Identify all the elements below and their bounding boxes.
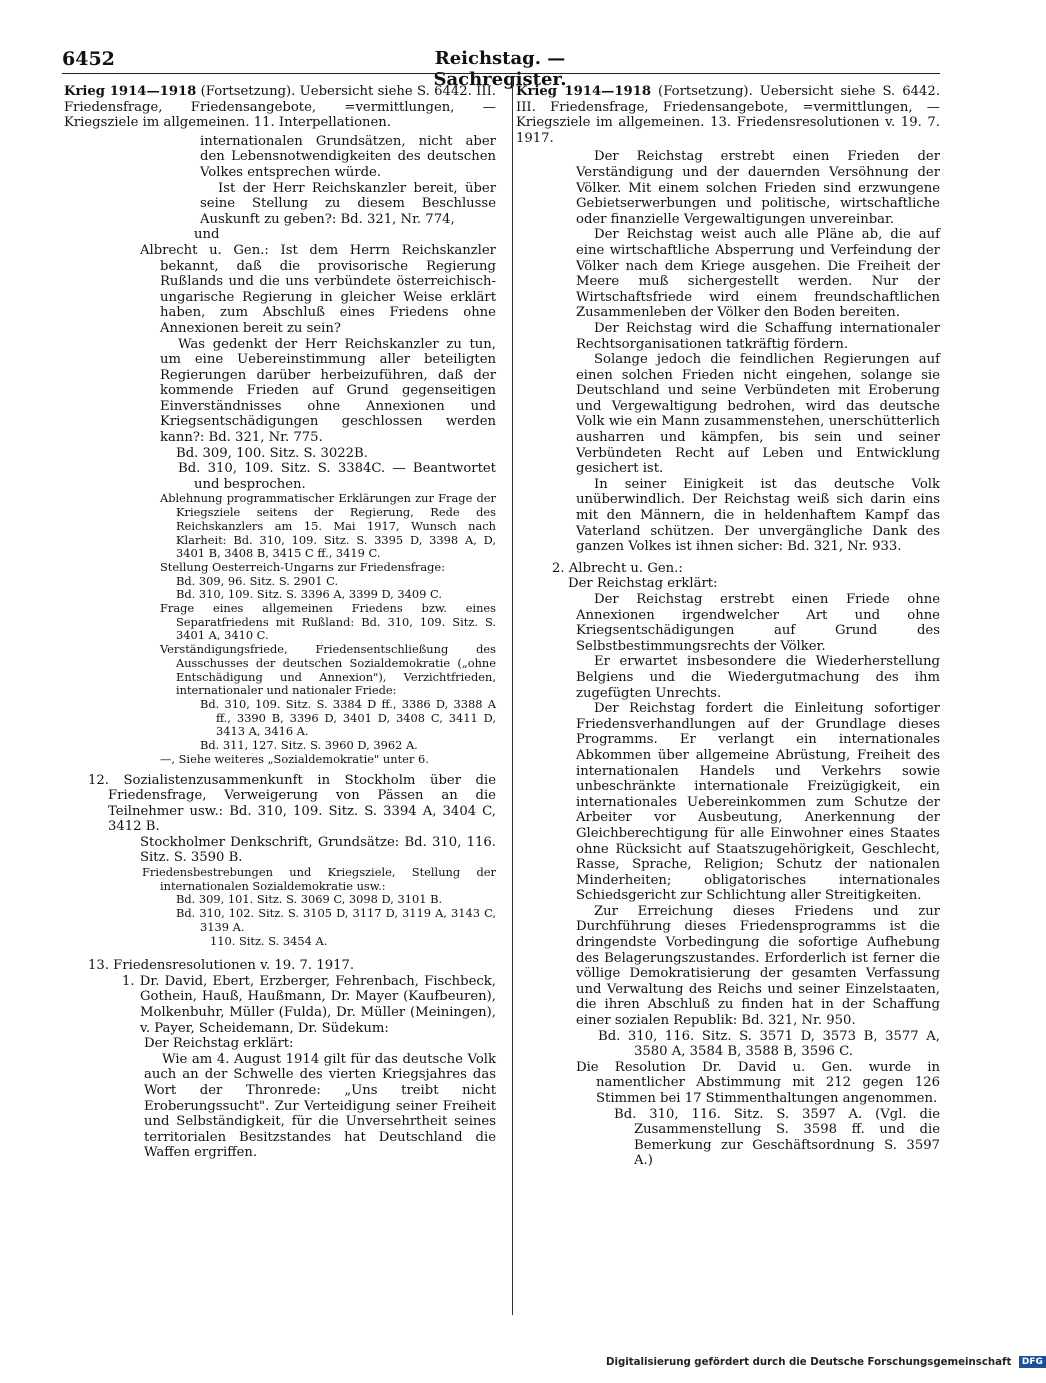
left-paragraph: und <box>194 227 220 243</box>
left-subentry: Bd. 310, 109. Sitz. S. 3384 D ff., 3386 D, 3388 A ff., 3390 B, 3396 D, 3401 D, 3408 C, 3411 D, 3413 A, 3416 A. <box>200 696 496 739</box>
left-item-13-1: 1. Dr. David, Ebert, Erzberger, Fehrenbach, Fischbeck, Gothein, Hauß, Haußmann, Dr. Mayer (Kaufbeuren), Molkenbuhr, Müller (Fulda), Dr. Müller (Meiningen), v. Payer, Scheidemann, Dr. Südekum: <box>122 973 496 1036</box>
left-heading-lead: Krieg 1914—1918 <box>64 84 197 99</box>
left-item-13: 13. Friedensresolutionen v. 19. 7. 1917. <box>88 958 355 974</box>
right-paragraph: Die Resolution Dr. David u. Gen. wurde in namentlicher Abstimmung mit 212 gegen 126 Stimmen bei 17 Stimmenthaltungen angenommen. <box>576 1059 940 1106</box>
left-heading-rest: (Fortsetzung). Uebersicht siehe S. 6442. III. Friedensfrage, Friedensangebote, =vermittlungen, — Kriegsziele im allgemeinen. 11. Interpellationen. <box>64 84 496 131</box>
right-heading-lead: Krieg 1914—1918 <box>516 84 652 99</box>
footer-credit <box>606 1356 1043 1372</box>
right-declares: Der Reichstag erklärt: <box>568 576 718 592</box>
right-paragraph: Zur Erreichung dieses Friedens und zur Durchführung dieses Friedensprogramms ist die dringendste Vorbedingung die sofortige Aufhebung des Belagerungszustandes. Erforderlich ist ferner die völlige Demokratisierung der gesamten Verfassung und Verwaltung des Reichs und seiner Einzelstaaten, die ihren Abschluß zu finden hat in der Schaffung einer sozialen Republik: Bd. 321, Nr. 950. <box>576 903 940 1029</box>
left-paragraph: Was gedenkt der Herr Reichskanzler zu tun, um eine Uebereinstimmung aller beteiligten Regierungen darüber herbeizuführen, daß der kommende Frieden auf Grund gegenseitigen Einverständnisses ohne Annexionen und Kriegsentschädigungen geschlossen werden kann?: Bd. 321, Nr. 775. <box>160 336 496 446</box>
running-head: Reichstag. — Sachregister. <box>433 48 567 90</box>
right-paragraph: Der Reichstag fordert die Einleitung sofortiger Friedensverhandlungen auf der Grundlage dieses Programms. Er verlangt ein internationales Abkommen über allgemeine Abrüstung, Freiheit des internationalen Handels und Verkehrs sowie unbeschränkte internationale Freizügigkeit, ein internationales Uebereinkommen zum Schutze der Arbeiter vor Ausbeutung, Anerkennung der Gleichberechtigung für alle Einwohner eines Staates ohne Rücksicht auf Staatszugehörigkeit, Geschlecht, Rasse, Sprache, Religion; Schutz der nationalen Minderheiten; obligatorisches internationales Schiedsgericht zur Schlichtung aller Streitigkeiten. <box>576 701 940 904</box>
footer-text: Digitalisierung gefördert durch die Deutsche Forschungsgemeinschaft <box>606 1357 1012 1368</box>
left-paragraph: Albrecht u. Gen.: Ist dem Herrn Reichskanzler bekannt, daß die provisorische Regierung Rußlands und die uns verbündete österreichisch-ungarische Regierung in gleicher Weise erklärt haben, zum Abschluß eines Friedens ohne Annexionen bereit zu sein? <box>140 242 496 336</box>
left-subentry: Bd. 311, 127. Sitz. S. 3960 D, 3962 A. <box>200 738 418 753</box>
right-paragraph: Der Reichstag weist auch alle Pläne ab, die auf eine wirtschaftliche Absperrung und Verfeindung der Völker nach dem Kriege ausgehen. Die Freiheit der Meere muß sichergestellt werden. Nur der Wirtschaftsfriede wird einem freundschaftlichen Zusammenleben der Völker den Boden bereiten. <box>576 227 940 321</box>
left-reference: Bd. 310, 109. Sitz. S. 3384C. — Beantwortet und besprochen. <box>178 461 496 492</box>
left-subentry: Bd. 310, 102. Sitz. S. 3105 D, 3117 D, 3119 A, 3143 C, 3139 A. <box>176 906 496 934</box>
left-subentry: Verständigungsfriede, Friedensentschließung des Ausschusses der deutschen Sozialdemokratie („ohne Entschädigung und Annexion"), Verzichtfrieden, internationaler und nationaler Friede: <box>160 642 496 698</box>
right-paragraph: Solange jedoch die feindlichen Regierungen auf einen solchen Frieden nicht eingehen, solange sie Deutschland und seine Verbündeten mit Eroberung und Vergewaltigung bedrohen, wird das deutsche Volk wie ein Mann zusammenstehen, unerschütterlich ausharren und kämpfen, bis sein und seiner Verbündeten Recht auf Leben und Entwicklung gesichert ist. <box>576 352 940 477</box>
left-subentry: Bd. 309, 101. Sitz. S. 3069 C, 3098 D, 3101 B. <box>176 892 443 907</box>
right-paragraph: In seiner Einigkeit ist das deutsche Volk unüberwindlich. Der Reichstag weiß sich darin eins mit den Männern, die in heldenhaftem Kampf das Vaterland schützen. Der unvergängliche Dank des ganzen Volkes ist ihnen sicher: Bd. 321, Nr. 933. <box>576 476 940 555</box>
left-subentry: Frage eines allgemeinen Friedens bzw. eines Separatfriedens mit Rußland: Bd. 310, 109. Sitz. S. 3401 A, 3410 C. <box>160 601 496 643</box>
left-subentry: Friedensbestrebungen und Kriegsziele, Stellung der internationalen Sozialdemokratie usw.: <box>142 865 496 893</box>
left-subentry: 110. Sitz. S. 3454 A. <box>210 933 328 948</box>
left-paragraph: Ist der Herr Reichskanzler bereit, über seine Stellung zu diesem Beschlusse Auskunft zu geben?: Bd. 321, Nr. 774, <box>200 180 496 227</box>
right-paragraph: Der Reichstag wird die Schaffung internationaler Rechtsorganisationen tatkräftig fördern. <box>576 320 940 352</box>
header-rule <box>62 73 940 74</box>
right-reference: Bd. 310, 116. Sitz. S. 3571 D, 3573 B, 3577 A, 3580 A, 3584 B, 3588 B, 3596 C. <box>598 1028 940 1060</box>
left-subentry: —, Siehe weiteres „Sozialdemokratie" unter 6. <box>160 751 429 766</box>
right-column <box>516 84 940 1169</box>
left-item-13-declares: Der Reichstag erklärt: <box>144 1036 294 1052</box>
right-item-2: 2. Albrecht u. Gen.: <box>552 560 683 576</box>
left-column <box>64 84 496 1161</box>
page-header <box>0 46 1000 90</box>
dfg-logo: DFG <box>1019 1356 1046 1368</box>
left-item-12-sub: Stockholmer Denkschrift, Grundsätze: Bd. 310, 116. Sitz. S. 3590 B. <box>140 834 496 866</box>
left-item-13-text: Wie am 4. August 1914 gilt für das deutsche Volk auch an der Schwelle des vierten Kriegsjahres das Wort der Thronrede: „Uns treibt nicht Eroberungssucht". Zur Verteidigung seiner Freiheit und Selbständigkeit, für die Unversehrtheit seines territorialen Besitzstandes hat Deutschland die Waffen ergriffen. <box>144 1051 496 1161</box>
left-subentry: Bd. 309, 96. Sitz. S. 2901 C. <box>176 573 339 588</box>
right-paragraph: Der Reichstag erstrebt einen Friede ohne Annexionen irgendwelcher Art und ohne Kriegsentschädigungen auf Grund des Selbstbestimmungsrechts der Völker. <box>576 592 940 654</box>
left-heading <box>64 84 496 131</box>
column-divider <box>512 78 513 1315</box>
left-subentry: Bd. 310, 109. Sitz. S. 3396 A, 3399 D, 3409 C. <box>176 587 442 602</box>
left-subentry: Stellung Oesterreich-Ungarns zur Friedensfrage: <box>160 559 446 574</box>
right-paragraph: Der Reichstag erstrebt einen Frieden der Verständigung und der dauernden Versöhnung der Völker. Mit einem solchen Frieden sind erzwungene Gebietserwerbungen und politische, wirtschaftliche oder finanzielle Vergewaltigungen unvereinbar. <box>576 149 940 227</box>
left-reference: Bd. 309, 100. Sitz. S. 3022B. <box>176 445 368 461</box>
page-number: 6452 <box>62 48 115 70</box>
left-paragraph: internationalen Grundsätzen, nicht aber den Lebensnotwendigkeiten des deutschen Volkes entsprechen würde. <box>200 133 496 180</box>
right-heading-rest: (Fortsetzung). Uebersicht siehe S. 6442. III. Friedensfrage, Friedensangebote, =vermittlungen, — Kriegsziele im allgemeinen. 13. Friedensresolutionen v. 19. 7. 1917. <box>516 84 941 146</box>
left-subentry: Ablehnung programmatischer Erklärungen zur Frage der Kriegsziele seitens der Regierung, Rede des Reichskanzlers am 15. Mai 1917, Wunsch nach Klarheit: Bd. 310, 109. Sitz. S. 3395 D, 3398 A, D, 3401 B, 3408 B, 3415 C ff., 3419 C. <box>160 491 496 561</box>
right-reference: Bd. 310, 116. Sitz. S. 3597 A. (Vgl. die Zusammenstellung S. 3598 ff. und die Bemerkung zur Geschäftsordnung S. 3597 A.) <box>614 1106 940 1169</box>
left-item-12: 12. Sozialistenzusammenkunft in Stockholm über die Friedensfrage, Verweigerung von Pässen an die Teilnehmer usw.: Bd. 310, 109. Sitz. S. 3394 A, 3404 C, 3412 B. <box>88 772 496 835</box>
right-heading <box>516 84 940 146</box>
right-paragraph: Er erwartet insbesondere die Wiederherstellung Belgiens und die Wiedergutmachung des ihm zugefügten Unrechts. <box>576 654 940 701</box>
